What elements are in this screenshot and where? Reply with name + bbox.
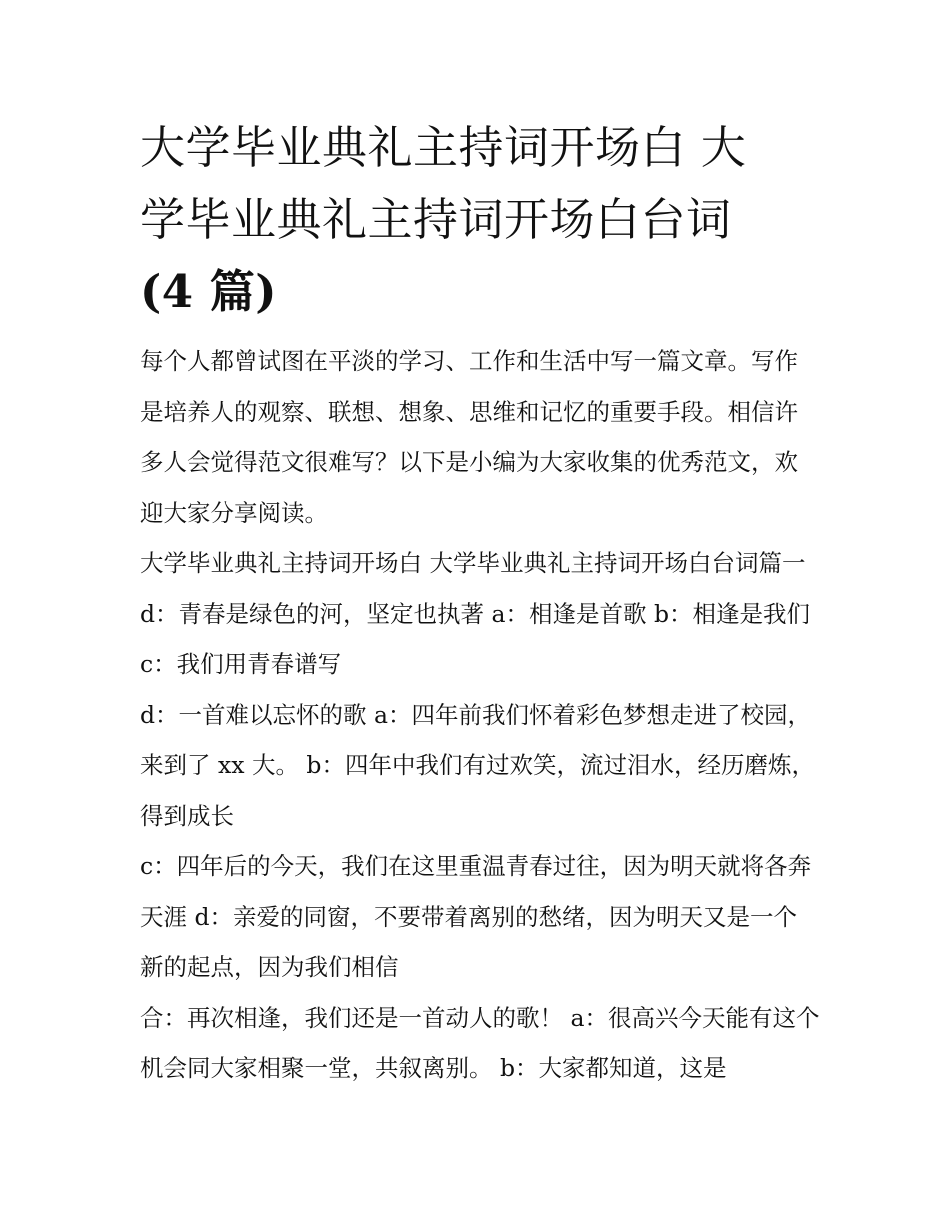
- paragraph-c-d: c：四年后的今天，我们在这里重温青春过往，因为明天就将各奔天涯 d：亲爱的同窗，不要带着离别的愁绪，因为明天又是一个新的起点，因为我们相信: [140, 852, 812, 981]
- document-page: [140, 112, 820, 1094]
- paragraph-together: 合：再次相逢，我们还是一首动人的歌！ a：很高兴今天能有这个机会同大家相聚一堂，共叙离别。 b：大家都知道，这是: [140, 1003, 820, 1082]
- paragraph-intro: 每个人都曾试图在平淡的学习、工作和生活中写一篇文章。写作是培养人的观察、联想、想象、思维和记忆的重要手段。相信许多人会觉得范文很难写？以下是小编为大家收集的优秀范文，欢迎大家分享阅读。: [140, 347, 798, 527]
- paragraph-heading-opening: 大学毕业典礼主持词开场白 大学毕业典礼主持词开场白台词篇一 d：青春是绿色的河，坚定也执著 a：相逢是首歌 b：相逢是我们 c：我们用青春谱写: [140, 549, 811, 678]
- title-line-2: 学毕业典礼主持词开场白台词: [140, 193, 732, 246]
- document-title: [140, 112, 820, 328]
- title-line-1: 大学毕业典礼主持词开场白 大: [140, 121, 747, 174]
- title-line-3: (4 篇): [140, 265, 278, 318]
- paragraph-d-a-b: d：一首难以忘怀的歌 a：四年前我们怀着彩色梦想走进了校园，来到了 xx 大。 b：四年中我们有过欢笑，流过泪水，经历磨炼，得到成长: [140, 700, 815, 830]
